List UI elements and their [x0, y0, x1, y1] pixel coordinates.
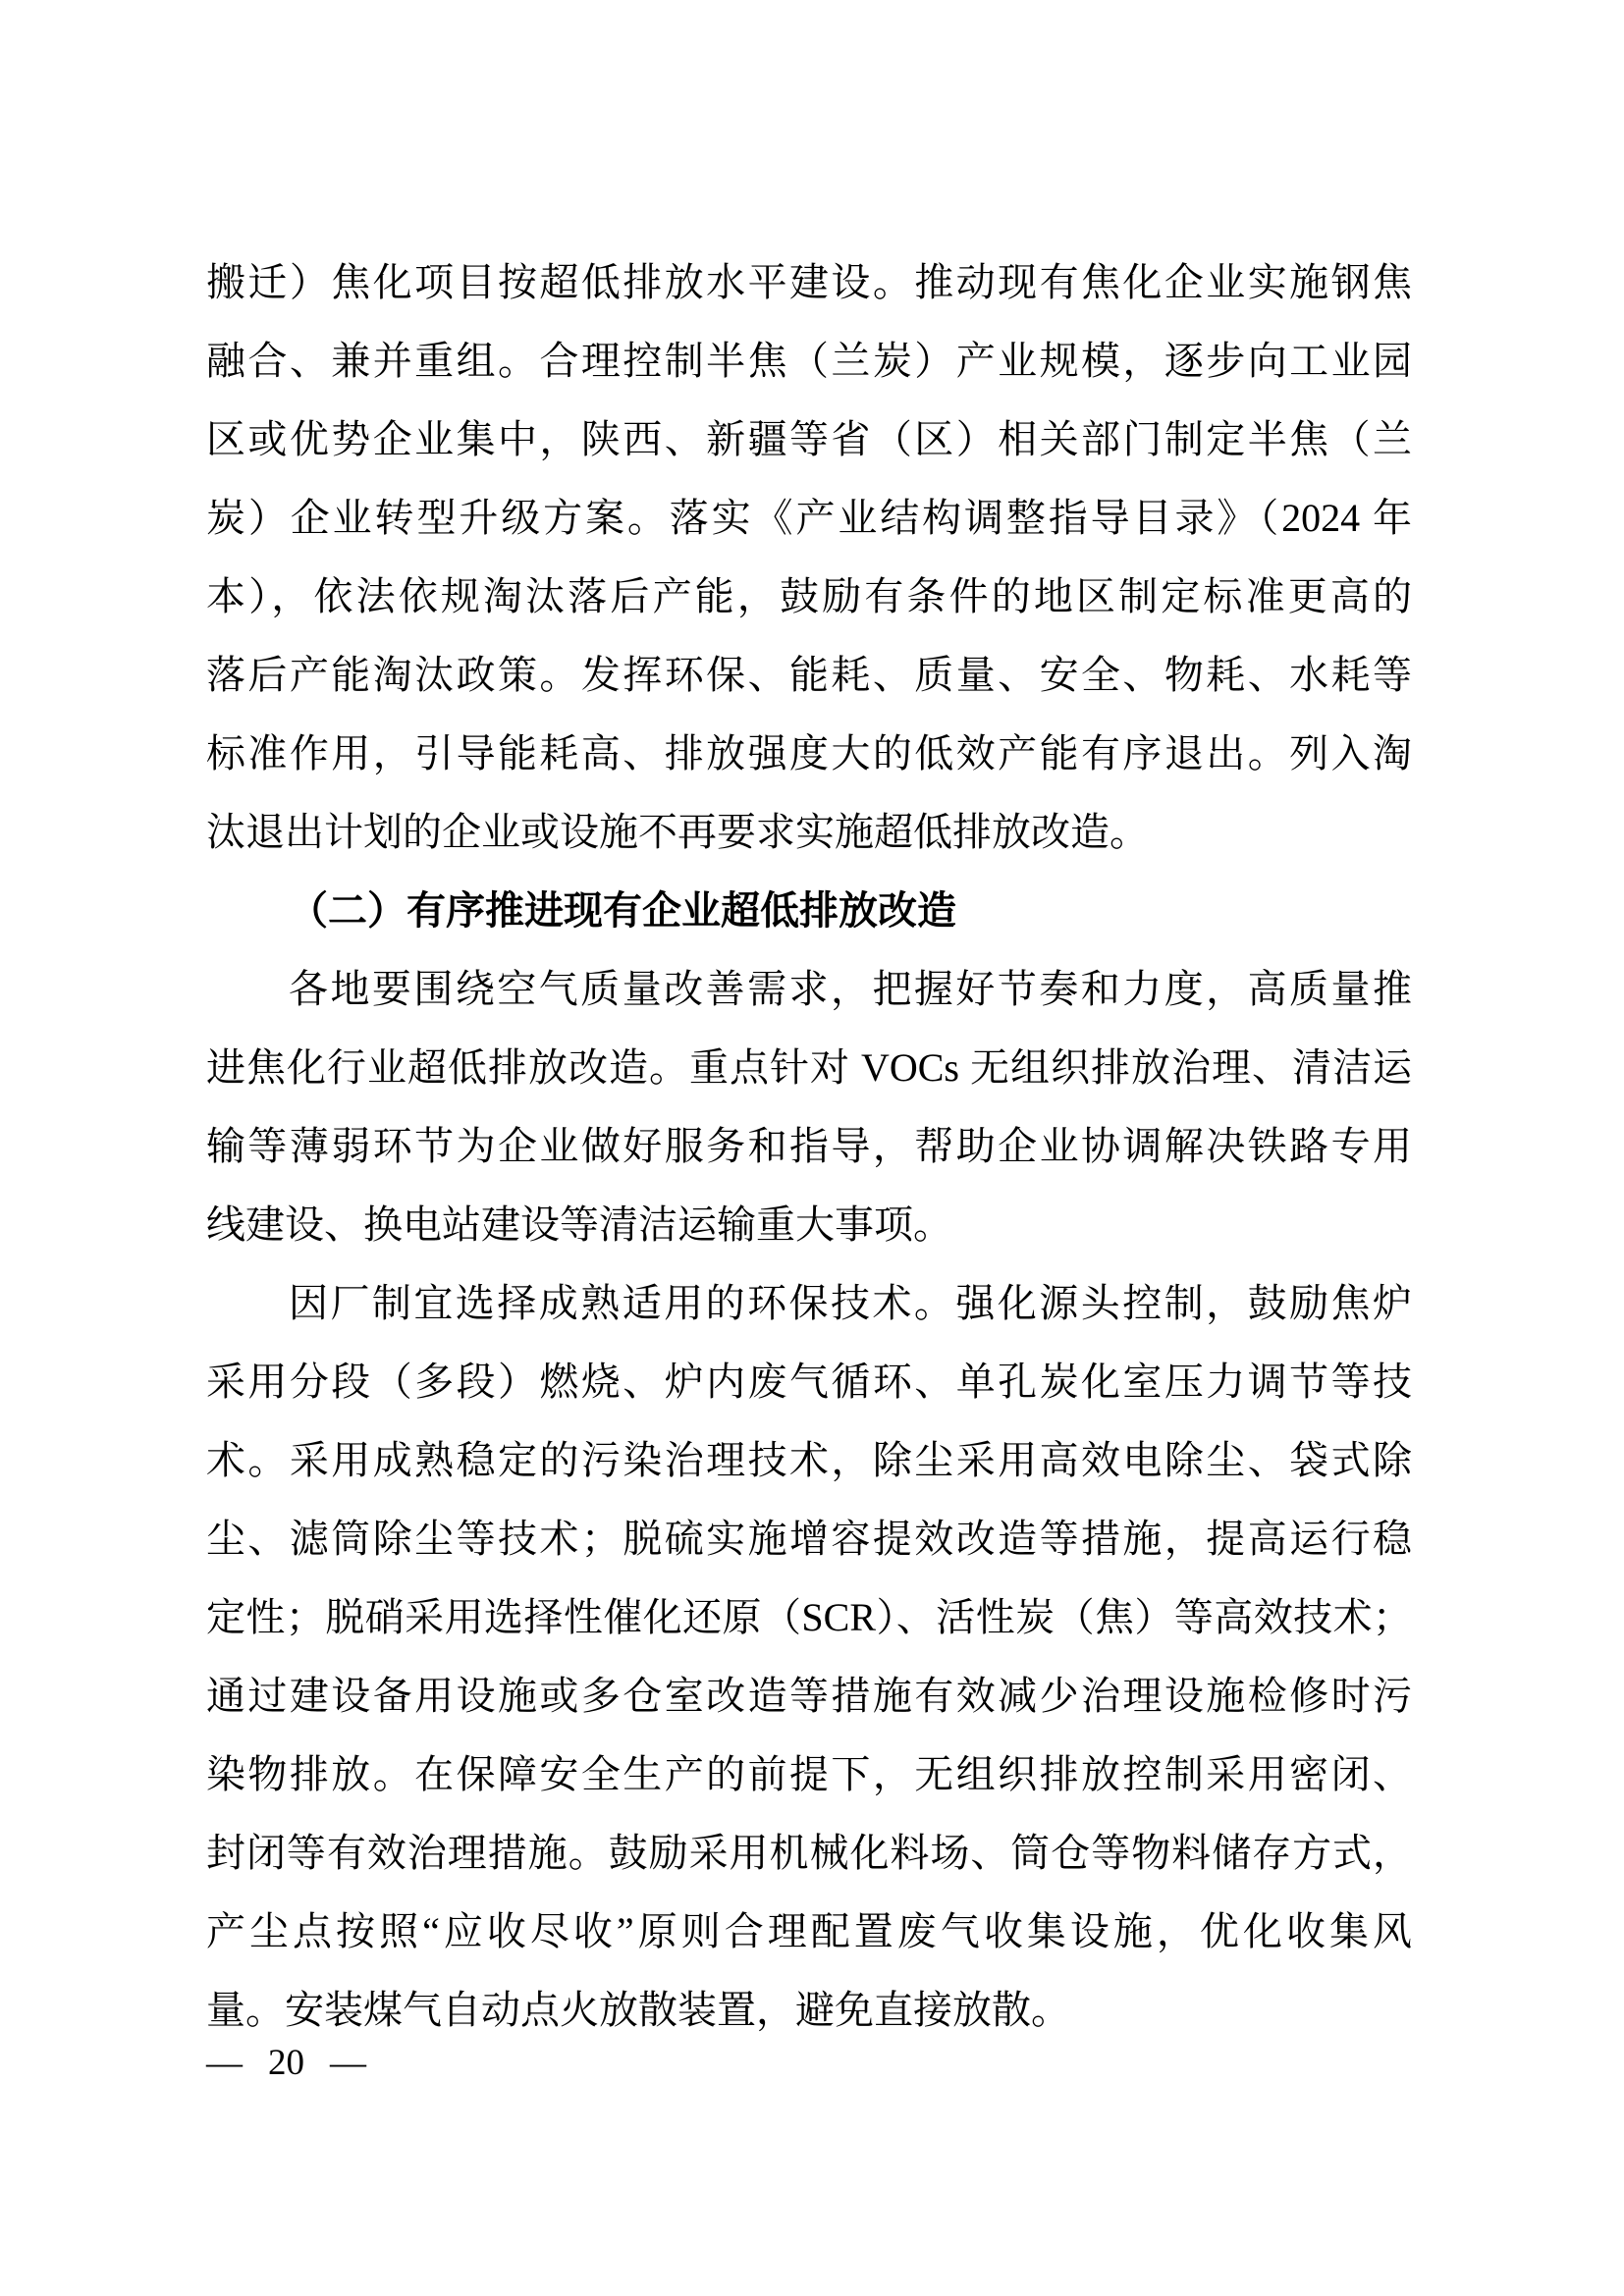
text-line: 通过建设备用设施或多仓室改造等措施有效减少治理设施检修时污 [206, 1674, 1412, 1718]
text-line: 输等薄弱环节为企业做好服务和指导，帮助企业协调解决铁路专用 [206, 1124, 1412, 1168]
text-line: 尘、滤筒除尘等技术；脱硫实施增容提效改造等措施，提高运行稳 [206, 1517, 1412, 1561]
text-line: 本），依法依规淘汰落后产能，鼓励有条件的地区制定标准更高的 [206, 574, 1412, 618]
paragraph-first-line: 因厂制宜选择成熟适用的环保技术。强化源头控制，鼓励焦炉 [289, 1281, 1412, 1325]
text-line: 进焦化行业超低排放改造。重点针对 VOCs 无组织排放治理、清洁运 [206, 1045, 1412, 1090]
text-line: 产尘点按照“应收尽收”原则合理配置废气收集设施，优化收集风 [206, 1909, 1412, 1953]
page-footer [206, 2042, 366, 2085]
page-number: 20 [268, 2043, 304, 2083]
text-line: 标准作用，引导能耗高、排放强度大的低效产能有序退出。列入淘 [206, 731, 1412, 775]
text-line: 融合、兼并重组。合理控制半焦（兰炭）产业规模，逐步向工业园 [206, 339, 1412, 383]
text-line: 封闭等有效治理措施。鼓励采用机械化料场、筒仓等物料储存方式， [206, 1831, 1412, 1875]
section-heading: （二）有序推进现有企业超低排放改造 [289, 888, 956, 933]
paragraph-first-line: 各地要围绕空气质量改善需求，把握好节奏和力度，高质量推 [289, 967, 1412, 1011]
text-line: 区或优势企业集中，陕西、新疆等省（区）相关部门制定半焦（兰 [206, 417, 1412, 461]
text-line: 定性；脱硝采用选择性催化还原（SCR）、活性炭（焦）等高效技术； [206, 1595, 1412, 1639]
text-line: 落后产能淘汰政策。发挥环保、能耗、质量、安全、物耗、水耗等 [206, 653, 1412, 697]
text-line: 炭）企业转型升级方案。落实《产业结构调整指导目录》（2024 年 [206, 496, 1412, 540]
paragraph-end-line: 量。安装煤气自动点火放散装置，避免直接放散。 [206, 1988, 1070, 2032]
text-line: 采用分段（多段）燃烧、炉内废气循环、单孔炭化室压力调节等技 [206, 1360, 1412, 1404]
paragraph-end-line: 汰退出计划的企业或设施不再要求实施超低排放改造。 [206, 810, 1149, 854]
footer-dash-left: — [206, 2043, 243, 2083]
footer-dash-right: — [330, 2043, 366, 2083]
text-line: 染物排放。在保障安全生产的前提下，无组织排放控制采用密闭、 [206, 1752, 1412, 1796]
document-body [206, 243, 1412, 2050]
text-line: 搬迁）焦化项目按超低排放水平建设。推动现有焦化企业实施钢焦 [206, 260, 1412, 304]
text-line: 术。采用成熟稳定的污染治理技术，除尘采用高效电除尘、袋式除 [206, 1438, 1412, 1482]
paragraph-end-line: 线建设、换电站建设等清洁运输重大事项。 [206, 1202, 952, 1247]
